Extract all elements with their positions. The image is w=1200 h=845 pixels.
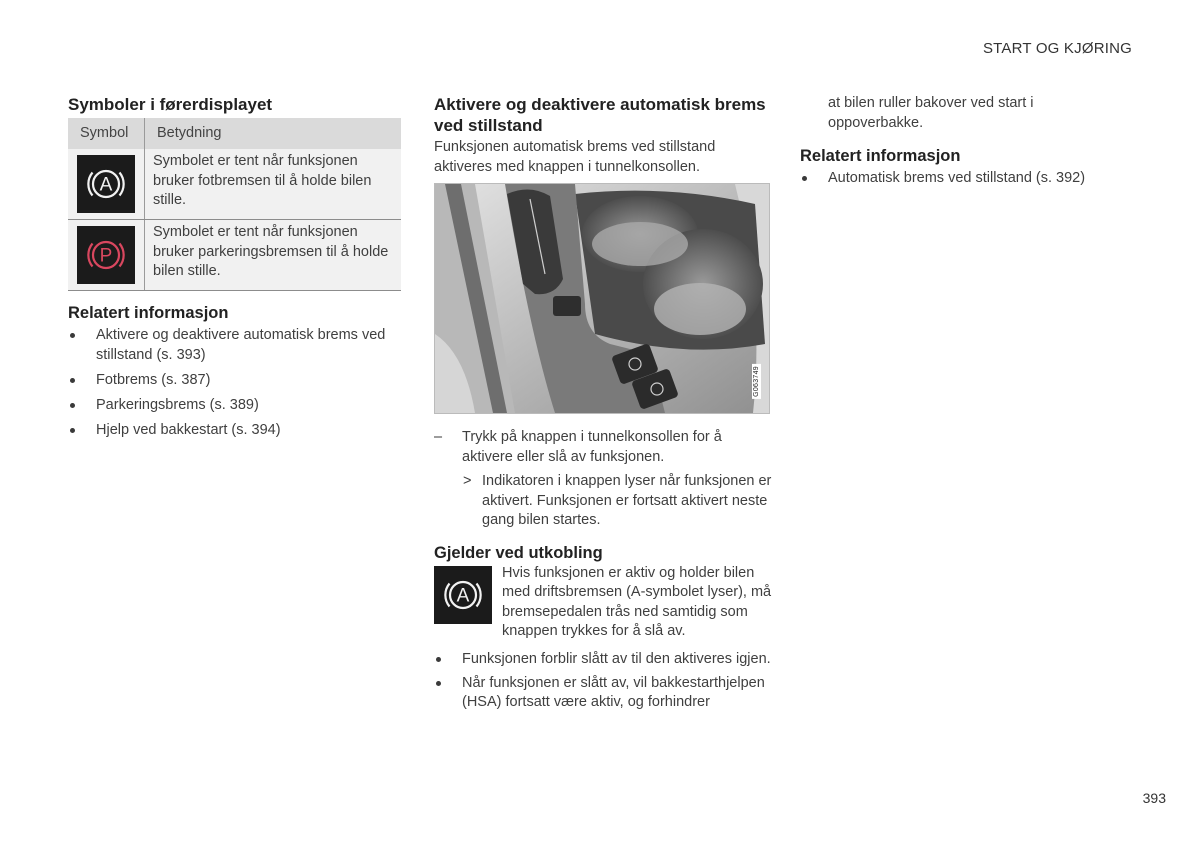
auto-hold-a-icon — [434, 566, 492, 624]
table-row — [68, 220, 401, 291]
symbols-table — [68, 118, 401, 291]
related-link[interactable]: Parkeringsbrems (s. 389) — [68, 396, 401, 416]
symbols-title: Symboler i førerdisplayet — [68, 95, 273, 114]
instruction-result — [434, 472, 774, 531]
step-text: Trykk på knappen i tunnelkonsollen for å aktivere eller slå av funksjonen. — [462, 429, 722, 465]
column-header-symbol: Symbol — [68, 118, 145, 149]
svg-text:A: A — [456, 585, 470, 606]
tunnel-console-photo — [434, 183, 770, 414]
applies-text: Hvis funksjonen er aktiv og holder bilen med driftsbremsen (A-symbolet lyser), må bremsepedalen trås ned samtidig som knappen trykkes for å slå av. — [502, 564, 772, 639]
photo-code: G063749 — [753, 366, 760, 397]
list-item: Funksjonen forblir slått av til den aktiveres igjen. — [434, 650, 774, 670]
left-column — [68, 94, 401, 446]
related-link[interactable]: Fotbrems (s. 387) — [68, 371, 401, 391]
related-info-left — [68, 303, 401, 440]
result-marker: > — [463, 473, 472, 489]
auto-hold-a-icon — [77, 155, 135, 213]
column-header-meaning: Betydning — [145, 118, 402, 149]
instruction-step — [434, 428, 774, 467]
related-list — [68, 326, 401, 440]
notes-list — [434, 650, 774, 713]
applies-section — [434, 543, 774, 642]
result-text: Indikatoren i knappen lyser når funksjonen er aktivert. Funksjonen er fortsatt aktivert neste gang bilen startes. — [482, 473, 772, 528]
related-list — [800, 169, 1120, 189]
applies-title: Gjelder ved utkobling — [434, 543, 603, 562]
page-number: 393 — [1142, 790, 1166, 806]
parking-brake-p-icon — [77, 226, 135, 284]
list-item: Når funksjonen er slått av, vil bakkestarthjelpen (HSA) fortsatt være aktiv, og forhindrer — [434, 674, 774, 713]
intro-text: Funksjonen automatisk brems ved stillstand aktiveres med knappen i tunnelkonsollen. — [434, 139, 716, 175]
meaning-text: Symbolet er tent når funksjonen bruker fotbremsen til å holde bilen stille. — [145, 149, 402, 220]
section-header: START OG KJØRING — [982, 40, 1132, 57]
continued-text: at bilen ruller bakover ved start i oppoverbakke. — [828, 95, 1034, 131]
related-link[interactable]: Hjelp ved bakkestart (s. 394) — [68, 421, 401, 441]
step-marker: – — [434, 429, 443, 445]
related-title: Relatert informasjon — [68, 304, 229, 322]
right-column — [800, 94, 1120, 194]
meaning-text: Symbolet er tent når funksjonen bruker parkeringsbremsen til å holde bilen stille. — [145, 220, 402, 291]
related-link[interactable]: Aktivere og deaktivere automatisk brems ved stillstand (s. 393) — [68, 326, 401, 365]
section-title: Aktivere og deaktivere automatisk brems ved stillstand — [434, 95, 766, 135]
related-title: Relatert informasjon — [800, 147, 961, 165]
related-link[interactable]: Automatisk brems ved stillstand (s. 392) — [800, 169, 1120, 189]
svg-text:A: A — [99, 174, 113, 196]
middle-column — [434, 94, 774, 717]
table-row — [68, 149, 401, 220]
table-header-row — [68, 118, 401, 149]
svg-text:P: P — [99, 245, 113, 267]
